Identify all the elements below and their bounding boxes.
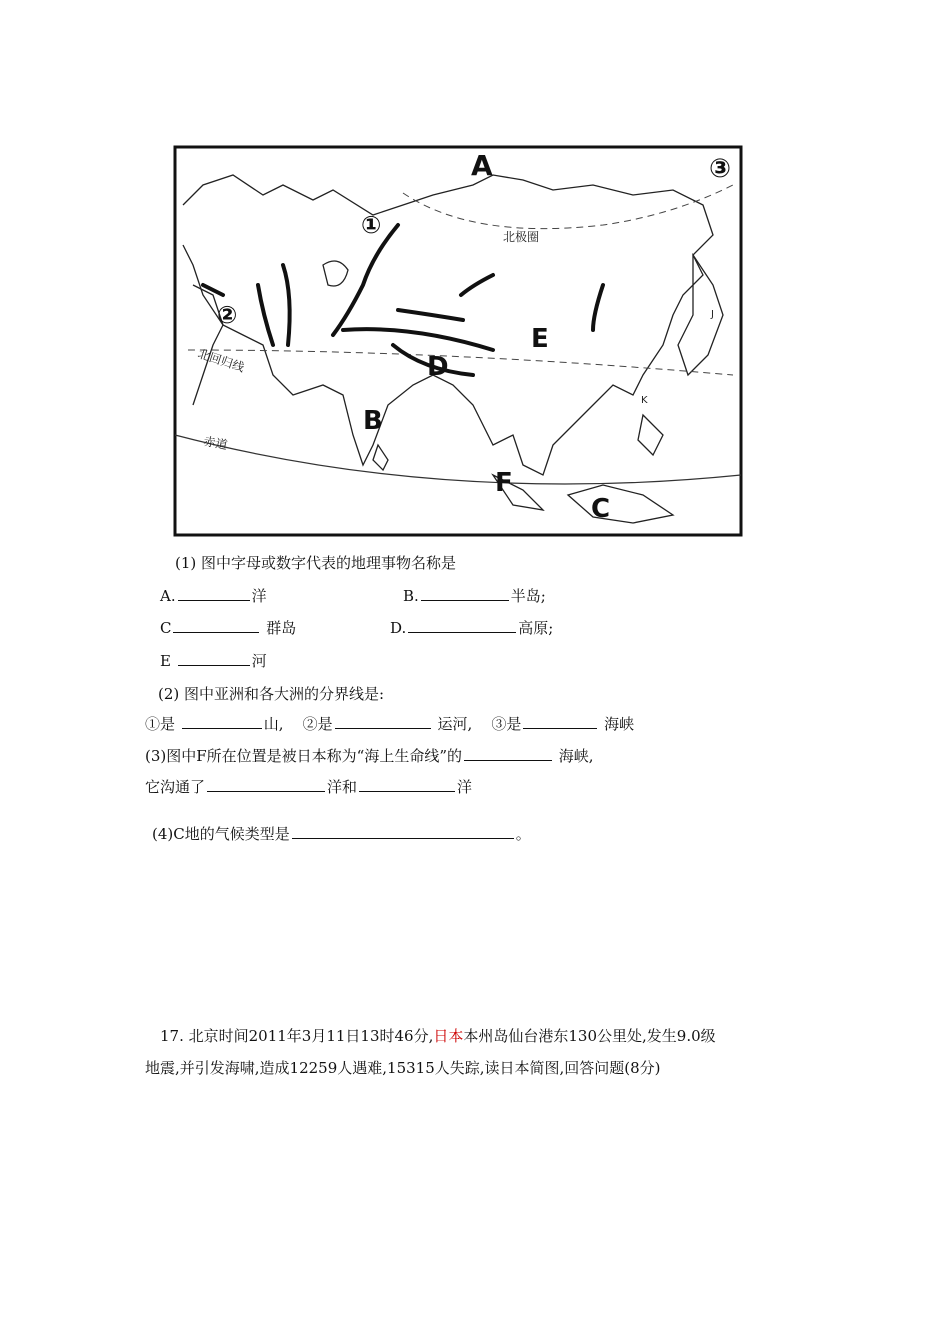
map-label-1: ① xyxy=(361,211,382,239)
q1-intro: (1) 图中字母或数字代表的地理事物名称是 xyxy=(175,554,457,572)
blank-3-2[interactable] xyxy=(207,777,325,792)
q1-row-c: C 群岛 xyxy=(160,619,297,637)
asia-map xyxy=(173,145,743,537)
blank-3-1[interactable] xyxy=(464,746,552,761)
q1-row-e: E 河 xyxy=(160,652,267,670)
blank-d[interactable] xyxy=(408,618,516,633)
blank-b[interactable] xyxy=(421,586,509,601)
map-label-3: ③ xyxy=(709,154,732,184)
blank-2-1[interactable] xyxy=(182,714,262,729)
map-label-A: A xyxy=(471,149,493,182)
q17-line2: 地震,并引发海啸,造成12259人遇难,15315人失踪,读日本简图,回答问题(8分) xyxy=(145,1059,661,1077)
map-label-J: J xyxy=(711,309,714,320)
q1-row-d: D. 高原; xyxy=(390,619,554,637)
map-label-equator: 赤道 xyxy=(202,434,229,453)
blank-e[interactable] xyxy=(178,651,250,666)
q3-line2: 它沟通了 洋和 洋 xyxy=(145,778,473,796)
map-label-C: C xyxy=(591,494,611,524)
blank-2-3[interactable] xyxy=(523,714,597,729)
blank-a[interactable] xyxy=(178,586,250,601)
map-label-F: F xyxy=(495,468,513,498)
blank-4[interactable] xyxy=(292,824,514,839)
q17-line1: 17. 北京时间2011年3月11日13时46分,日本本州岛仙台港东130公里处,发生9.0级 xyxy=(160,1027,716,1045)
q1-row-b: B. 半岛; xyxy=(403,587,546,605)
map-label-E: E xyxy=(531,324,549,354)
map-label-arctic-circle: 北极圈 xyxy=(503,230,540,244)
blank-c[interactable] xyxy=(173,618,259,633)
q2-intro: (2) 图中亚洲和各大洲的分界线是: xyxy=(158,685,385,703)
q1-row-ab: A. 洋 xyxy=(160,587,267,605)
blank-2-2[interactable] xyxy=(335,714,431,729)
q17-highlight: 日本 xyxy=(433,1027,464,1045)
blank-3-3[interactable] xyxy=(359,777,455,792)
q2-answers: ①是 山, ②是 运河, ③是 海峡 xyxy=(145,715,635,733)
map-label-D: D xyxy=(427,352,449,382)
q3-line1: (3)图中F所在位置是被日本称为“海上生命线”的 海峡, xyxy=(145,747,594,765)
map-label-tropic: 北回归线 xyxy=(196,346,247,375)
map-label-K: K xyxy=(641,395,648,406)
map-label-B: B xyxy=(363,406,383,436)
map-label-2: ② xyxy=(217,301,238,329)
q4: (4)C地的气候类型是 。 xyxy=(152,825,531,843)
